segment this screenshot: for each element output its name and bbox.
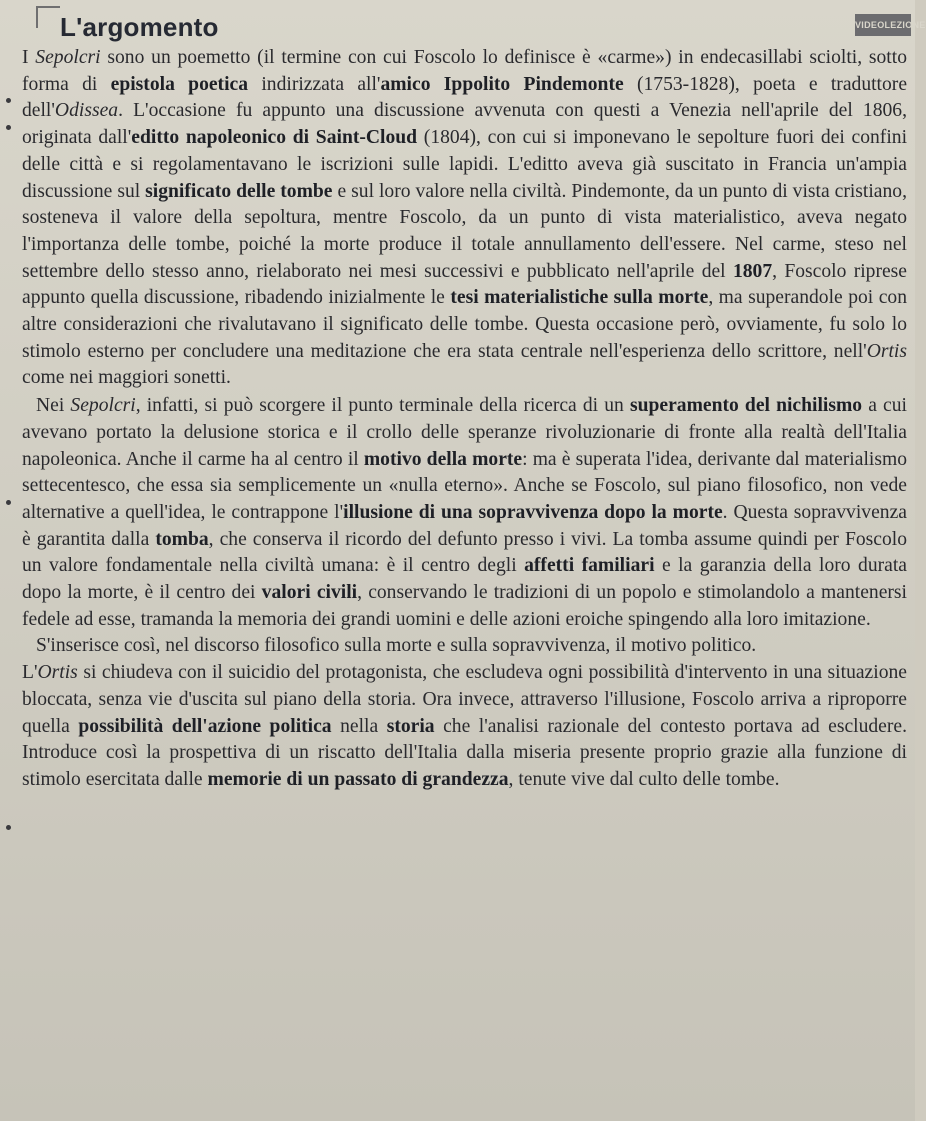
videolezione-badge: VIDEOLEZIONE bbox=[855, 14, 911, 36]
margin-dot bbox=[6, 98, 11, 103]
paragraph-nichilismo bbox=[22, 393, 907, 633]
bold-term: amico Ippolito Pindemonte bbox=[380, 73, 624, 95]
text-run: che l'analisi razionale del contesto portava ad escludere. Introduce così la prospettiva di un riscatto dell'Italia dalla miseria presente proprio grazie alla funzione di stimolo esercitata dalle bbox=[22, 715, 907, 790]
heading-corner-mark bbox=[36, 6, 60, 28]
bold-term: memorie di un passato di grandezza bbox=[207, 768, 509, 790]
bold-term: 1807 bbox=[732, 260, 773, 282]
text-run: e sul loro valore nella civiltà. Pindemonte, da un punto di vista cristiano, sosteneva il valore della sepoltura, mentre Foscolo, da un punto di vista materialistico, aveva negato l'importanza delle tombe, poiché la morte produce il totale annullamento dell'essere. Nel carme, steso nel settembre dello stesso anno, rielaborato nei mesi successivi e pubblicato nell'aprile del bbox=[22, 180, 907, 282]
italic-title: Odissea bbox=[54, 100, 119, 122]
text-run: , infatti, si può scorgere il punto terminale della ricerca di un bbox=[135, 395, 630, 417]
text-run: , conservando le tradizioni di un popolo e stimolandolo a mantenersi fedele ad esse, tramanda la memoria dei grandi uomini e delle azioni eroiche spingendo alla loro imitazione. bbox=[22, 582, 907, 630]
text-run: , che conserva il ricordo del defunto presso i vivi. La tomba assume quindi per Foscolo un valore fondamentale nella civiltà umana: è il centro degli bbox=[22, 528, 908, 577]
italic-title: Ortis bbox=[866, 340, 907, 362]
text-run: , Foscolo riprese appunto quella discussione, ribadendo inizialmente le bbox=[22, 260, 907, 309]
text-run: , tenute vive dal culto delle tombe. bbox=[508, 768, 780, 790]
text-run: L' bbox=[22, 662, 38, 684]
text-run: (1804), con cui si imponevano le sepolture fuori dei confini delle città e si regolamentavano le iscrizioni sulle lapidi. L'editto aveva già suscitato in Francia un'ampia discussione sul bbox=[22, 127, 908, 202]
text-run: : ma è superata l'idea, derivante dal materialismo settecentesco, che essa sia semplicemente un «nulla eterno». Anche se Foscolo, sul piano filosofico, non vede alternative a quell'idea, le contrappone l' bbox=[22, 448, 908, 523]
bold-term: tesi materialistiche sulla morte bbox=[450, 287, 709, 309]
margin-dot bbox=[6, 825, 11, 830]
bold-term: illusione di una sopravvivenza dopo la morte bbox=[343, 501, 723, 523]
text-run: si chiudeva con il suicidio del protagonista, che escludeva ogni possibilità d'intervento in una situazione bloccata, senza vie d'uscita sul piano della storia. Ora invece, attraverso l'illusione, Foscolo arriva a riproporre quella bbox=[22, 662, 907, 737]
italic-title: Ortis bbox=[37, 662, 78, 684]
bold-term: affetti familiari bbox=[524, 555, 655, 577]
bold-term: significato delle tombe bbox=[145, 180, 333, 202]
bold-term: tomba bbox=[155, 528, 209, 550]
bold-term: motivo della morte bbox=[363, 448, 523, 470]
bold-term: storia bbox=[386, 715, 435, 737]
section-heading: L'argomento bbox=[60, 12, 219, 42]
text-run: . L'occasione fu appunto una discussione avvenuta con questi a Venezia nell'aprile del 1806, originata dall' bbox=[22, 100, 907, 149]
text-run: S'inserisce così, nel discorso filosofico sulla morte e sulla sopravvivenza, il motivo politico. bbox=[36, 635, 757, 657]
body-text bbox=[22, 45, 907, 794]
text-run: Nei bbox=[36, 395, 71, 417]
text-run: , ma superandole poi con altre considerazioni che rivalutavano il significato delle tombe. Questa occasione però, ovviamente, fu solo lo stimolo esterno per concludere una meditazione che era stata centrale nell'esperienza dello scrittore, nell' bbox=[22, 287, 907, 362]
text-run: sono un poemetto (il termine con cui Foscolo lo definisce è «carme») in endecasillabi sciolti, sotto forma di bbox=[22, 47, 907, 95]
text-run: indirizzata all' bbox=[248, 73, 381, 95]
paragraph-ortis bbox=[22, 660, 907, 794]
bold-term: epistola poetica bbox=[110, 73, 249, 95]
text-run: a cui avevano portato la delusione storica e il crollo delle speranze rivoluzionarie di fronte alla realtà dell'Italia napoleonica. Anche il carme ha al centro il bbox=[22, 395, 907, 470]
text-run: e la garanzia della loro durata dopo la morte, è il centro dei bbox=[22, 555, 907, 604]
text-run: nella bbox=[331, 715, 387, 737]
bold-term: superamento del nichilismo bbox=[629, 395, 863, 417]
bold-term: editto napoleonico di Saint-Cloud bbox=[131, 127, 418, 149]
bold-term: possibilità dell'azione politica bbox=[78, 715, 332, 737]
italic-title: Sepolcri bbox=[35, 47, 101, 68]
text-run: come nei maggiori sonetti. bbox=[22, 367, 231, 389]
paragraph-motivo-politico bbox=[22, 633, 907, 660]
margin-dot bbox=[6, 500, 11, 505]
text-run: I bbox=[22, 47, 36, 68]
italic-title: Sepolcri bbox=[70, 395, 136, 417]
margin-dot bbox=[6, 125, 11, 130]
text-run: (1753-1828), poeta e traduttore dell' bbox=[22, 73, 908, 122]
bold-term: valori civili bbox=[261, 582, 358, 604]
text-run: . Questa sopravvivenza è garantita dalla bbox=[22, 501, 907, 550]
paragraph-argomento bbox=[22, 45, 907, 392]
